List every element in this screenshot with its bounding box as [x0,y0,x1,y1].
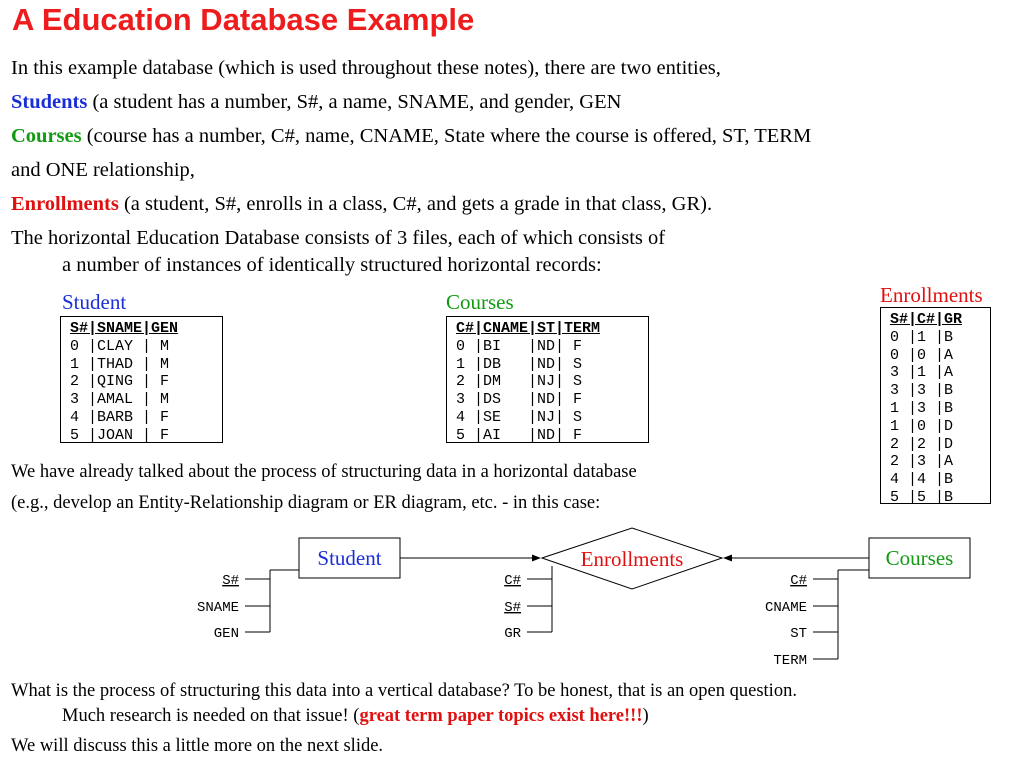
table-row: 2 |QING | F [70,373,170,391]
enrollments-term: Enrollments [11,193,119,215]
table-row: 5 |AI |ND| F [456,426,583,444]
middle-line-1: We have already talked about the process of structuring data in a horizontal database [11,462,637,482]
footer-research-pre: Much research is needed on that issue! ( [62,706,360,726]
student-entity-label: Student [317,546,382,570]
courses-desc: (course has a number, C#, name, CNAME, State where the course is offered, ST, TERM [81,125,812,147]
table-row: 3 |AMAL | M [70,391,170,409]
table-row: 2 |DM |NJ| S [456,373,583,391]
enrollment-attr-cno: C# [504,573,521,589]
page-title: A Education Database Example [12,2,475,37]
table-row: 4 |SE |NJ| S [456,408,583,426]
courses-table-label: Courses [446,290,514,314]
courses-table-header: C#|CNAME|ST|TERM [456,320,601,337]
student-table-header: S#|SNAME|GEN [70,320,179,337]
horizontal-line-1: The horizontal Education Database consists of 3 files, each of which consists of [11,227,666,249]
course-attr-term: TERM [773,653,807,669]
footer-last-line: We will discuss this a little more on the next slide. [11,736,384,756]
course-attr-cname: CNAME [764,600,807,616]
table-row: 0 |BI |ND| F [456,337,583,355]
enrollment-attr-sno: S# [504,600,521,616]
table-row: 3 |DS |ND| F [456,391,583,409]
student-attr-sno: S# [222,573,239,589]
footer-highlight: great term paper topics exist here!!! [359,706,643,726]
table-row: 0 |0 |A [890,346,954,364]
courses-entity-label: Courses [885,546,954,570]
footer-question-line: What is the process of structuring this data into a vertical database? To be honest, that is an open question. [11,681,797,701]
table-row: 1 |0 |D [890,417,954,435]
course-attr-st: ST [790,626,807,642]
footer-research-post: ) [642,706,649,726]
relationship-line: and ONE relationship, [11,159,195,181]
enrollments-relationship-label: Enrollments [580,547,684,571]
students-desc: (a student has a number, S#, a name, SNAME, and gender, GEN [87,91,622,113]
middle-line-2: (e.g., develop an Entity-Relationship diagram or ER diagram, etc. - in this case: [11,493,601,513]
student-attr-sname: SNAME [196,600,239,616]
table-row: 1 |DB |ND| S [456,355,583,373]
table-row: 2 |2 |D [890,435,954,453]
students-term: Students [11,91,88,113]
horizontal-line-2: a number of instances of identically structured horizontal records: [62,254,602,276]
table-row: 3 |1 |A [890,364,954,382]
footer-research-line [62,706,649,727]
table-row: 3 |3 |B [890,382,954,400]
course-attr-cno: C# [790,573,807,589]
table-row: 0 |1 |B [890,328,954,346]
student-attr-gen: GEN [213,626,239,642]
enrollment-attr-gr: GR [504,626,521,642]
table-row: 2 |3 |A [890,453,954,471]
student-table-label: Student [62,290,127,314]
table-row: 5 |5 |B [890,488,954,506]
enrollments-table-header: S#|C#|GR [890,311,963,328]
table-row: 5 |JOAN | F [70,426,170,444]
enrollments-desc: (a student, S#, enrolls in a class, C#, and gets a grade in that class, GR). [118,193,713,215]
courses-term: Courses [11,125,82,147]
table-row: 0 |CLAY | M [70,337,170,355]
intro-line: In this example database (which is used throughout these notes), there are two entities, [11,57,721,79]
table-row: 4 |4 |B [890,471,954,489]
enrollments-table-label: Enrollments [880,283,983,307]
table-row: 4 |BARB | F [70,408,170,426]
table-row: 1 |THAD | M [70,355,170,373]
table-row: 1 |3 |B [890,399,954,417]
